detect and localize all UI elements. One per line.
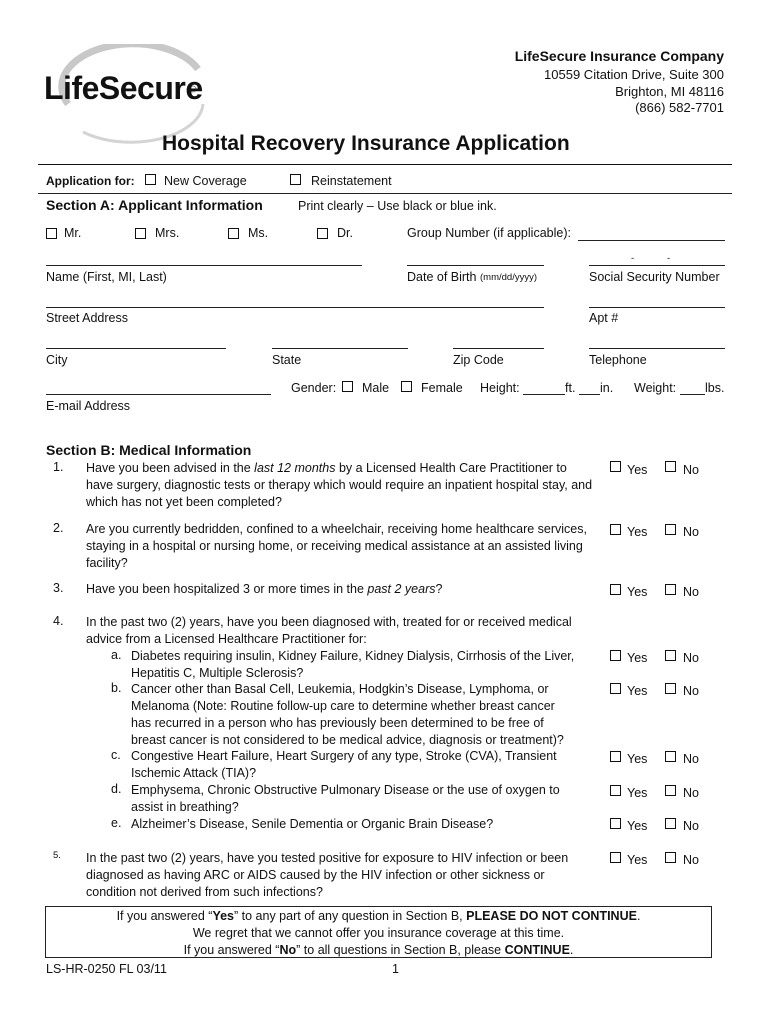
group-number-field[interactable] — [578, 240, 725, 241]
male-checkbox[interactable] — [342, 381, 353, 392]
application-for-label: Application for: — [46, 174, 135, 188]
notice-box — [45, 906, 712, 958]
mr-label: Mr. — [64, 226, 82, 240]
notice-line-2: We regret that we cannot offer you insurance coverage at this time. — [192, 926, 565, 940]
height-ft-field[interactable] — [523, 394, 565, 395]
ms-label: Ms. — [248, 226, 269, 240]
q4e-yes-label: Yes — [627, 819, 648, 833]
q3-no-label: No — [683, 585, 699, 599]
q5-no-label: No — [683, 853, 699, 867]
city-label: City — [46, 353, 68, 367]
q4d-yes-checkbox[interactable] — [610, 785, 621, 796]
mr-checkbox[interactable] — [46, 228, 57, 239]
q2-text: Are you currently bedridden, confined to a wheelchair, receiving home healthcare services, staying in a hospital or nursing home, or receiving medical assistance at an assisted living facility? — [86, 522, 587, 570]
page-title: Hospital Recovery Insurance Application — [162, 132, 570, 155]
q1-no-label: No — [683, 463, 699, 477]
q3-no-checkbox[interactable] — [665, 584, 676, 595]
q5-text: In the past two (2) years, have you tested positive for exposure to HIV infection or been diagnosed as having ARC or AIDS caused by the HIV infection or other sickness or condition not derived from such infections? — [86, 851, 569, 899]
q4d-letter: d. — [111, 782, 122, 796]
new-coverage-label: New Coverage — [164, 174, 247, 188]
q2-no-checkbox[interactable] — [665, 524, 676, 535]
in-label: in. — [600, 381, 614, 395]
q3-text: Have you been hospitalized 3 or more times in the past 2 years? — [86, 582, 443, 596]
reinstatement-label: Reinstatement — [311, 174, 392, 188]
q4c-text: Congestive Heart Failure, Heart Surgery of any type, Stroke (CVA), Transient Ischemic Attack (TIA)? — [131, 749, 557, 780]
q4b-yes-label: Yes — [627, 684, 648, 698]
dr-label: Dr. — [337, 226, 353, 240]
notice-line-3: If you answered “No” to all questions in Section B, please CONTINUE. — [183, 943, 574, 957]
q4b-no-label: No — [683, 684, 699, 698]
section-a-rule — [38, 193, 732, 194]
apt-field[interactable] — [589, 307, 725, 308]
form-code: LS-HR-0250 FL 03/11 — [46, 962, 167, 976]
title-rule — [38, 164, 732, 165]
q4b-letter: b. — [111, 681, 122, 695]
q4e-letter: e. — [111, 816, 122, 830]
q3-yes-label: Yes — [627, 585, 648, 599]
section-a-instruction: Print clearly – Use black or blue ink. — [298, 199, 497, 213]
apt-label: Apt # — [589, 311, 619, 325]
ssn-label: Social Security Number — [589, 270, 720, 284]
q1-number: 1. — [53, 460, 64, 474]
ft-label: ft. — [565, 381, 576, 395]
height-label: Height: — [480, 381, 520, 395]
group-number-label: Group Number (if applicable): — [407, 226, 571, 240]
q1-no-checkbox[interactable] — [665, 461, 676, 472]
q4a-letter: a. — [111, 648, 122, 662]
q4d-yes-label: Yes — [627, 786, 648, 800]
q4a-no-checkbox[interactable] — [665, 650, 676, 661]
company-phone: (866) 582-7701 — [635, 100, 724, 115]
q5-number: 5. — [53, 850, 61, 861]
city-field[interactable] — [46, 348, 226, 349]
q4d-no-label: No — [683, 786, 699, 800]
q1-text: Have you been advised in the last 12 months by a Licensed Health Care Practitioner to have surgery, diagnostic tests or therapy which would require an inpatient hospital stay, and which has not yet been completed? — [86, 461, 593, 509]
weight-label: Weight: — [634, 381, 677, 395]
section-b-heading: Section B: Medical Information — [46, 442, 252, 458]
email-label: E-mail Address — [46, 399, 131, 413]
name-field[interactable] — [46, 265, 362, 266]
female-label: Female — [421, 381, 463, 395]
q4-number: 4. — [53, 614, 64, 628]
name-label: Name (First, MI, Last) — [46, 270, 167, 284]
dob-field[interactable] — [407, 265, 544, 266]
ssn-field[interactable] — [589, 265, 725, 266]
q4d-text: Emphysema, Chronic Obstructive Pulmonary Disease or the use of oxygen to assist in breathing? — [131, 783, 560, 814]
q5-yes-label: Yes — [627, 853, 648, 867]
weight-field[interactable] — [680, 394, 705, 395]
zip-label: Zip Code — [453, 353, 504, 367]
q4a-yes-checkbox[interactable] — [610, 650, 621, 661]
q4b-text: Cancer other than Basal Cell, Leukemia, Hodgkin’s Disease, Lymphoma, or Melanoma (Note: Routine follow-up care to determine whether breast cancer has recurred in a person who has previously been determined to be free of breast cancer is not considered to be medical advice, diagnosis or treatment)? — [131, 682, 564, 747]
q4c-yes-label: Yes — [627, 752, 648, 766]
q4c-no-label: No — [683, 752, 699, 766]
street-field[interactable] — [46, 307, 544, 308]
q3-yes-checkbox[interactable] — [610, 584, 621, 595]
new-coverage-checkbox[interactable] — [145, 174, 156, 185]
q3-number: 3. — [53, 581, 64, 595]
zip-field[interactable] — [453, 348, 544, 349]
q5-yes-checkbox[interactable] — [610, 852, 621, 863]
ssn-dash-2: - — [667, 253, 671, 264]
ssn-dash-1: - — [631, 253, 635, 264]
q1-yes-checkbox[interactable] — [610, 461, 621, 472]
company-address-line2: Brighton, MI 48116 — [615, 84, 724, 99]
height-in-field[interactable] — [579, 394, 600, 395]
notice-line-1: If you answered “Yes” to any part of any question in Section B, PLEASE DO NOT CONTINUE. — [116, 909, 641, 923]
q4c-letter: c. — [111, 748, 121, 762]
q2-number: 2. — [53, 521, 64, 535]
telephone-label: Telephone — [589, 353, 647, 367]
q4a-text: Diabetes requiring insulin, Kidney Failure, Kidney Dialysis, Cirrhosis of the Liver, Hepatitis C, Multiple Sclerosis? — [131, 649, 575, 680]
q1-yes-label: Yes — [627, 463, 648, 477]
state-field[interactable] — [272, 348, 408, 349]
street-label: Street Address — [46, 311, 128, 325]
q4b-yes-checkbox[interactable] — [610, 683, 621, 694]
q4e-no-checkbox[interactable] — [665, 818, 676, 829]
q4c-no-checkbox[interactable] — [665, 751, 676, 762]
page-number: 1 — [392, 962, 399, 976]
q4-text: In the past two (2) years, have you been diagnosed with, treated for or received medical advice from a Licensed Healthcare Practitioner for: — [86, 615, 572, 646]
q4a-yes-label: Yes — [627, 651, 648, 665]
telephone-field[interactable] — [589, 348, 725, 349]
q4d-no-checkbox[interactable] — [665, 785, 676, 796]
ms-checkbox[interactable] — [228, 228, 239, 239]
section-a-heading: Section A: Applicant Information — [46, 197, 263, 213]
q4e-text: Alzheimer’s Disease, Senile Dementia or Organic Brain Disease? — [131, 817, 494, 831]
mrs-checkbox[interactable] — [135, 228, 146, 239]
q5-no-checkbox[interactable] — [665, 852, 676, 863]
logo-wordmark: LifeSecure — [44, 70, 203, 106]
male-label: Male — [362, 381, 390, 395]
q2-no-label: No — [683, 525, 699, 539]
gender-label: Gender: — [291, 381, 337, 395]
q2-yes-checkbox[interactable] — [610, 524, 621, 535]
q4e-yes-checkbox[interactable] — [610, 818, 621, 829]
female-checkbox[interactable] — [401, 381, 412, 392]
q4c-yes-checkbox[interactable] — [610, 751, 621, 762]
company-name: LifeSecure Insurance Company — [514, 48, 724, 64]
q4e-no-label: No — [683, 819, 699, 833]
mrs-label: Mrs. — [155, 226, 180, 240]
q4b-no-checkbox[interactable] — [665, 683, 676, 694]
dob-label: Date of Birth — [407, 270, 477, 284]
q2-yes-label: Yes — [627, 525, 648, 539]
lbs-label: lbs. — [705, 381, 725, 395]
email-field[interactable] — [46, 394, 271, 395]
company-address-line1: 10559 Citation Drive, Suite 300 — [544, 67, 724, 82]
q4a-no-label: No — [683, 651, 699, 665]
dr-checkbox[interactable] — [317, 228, 328, 239]
state-label: State — [272, 353, 302, 367]
reinstatement-checkbox[interactable] — [290, 174, 301, 185]
dob-format: (mm/dd/yyyy) — [480, 272, 537, 283]
